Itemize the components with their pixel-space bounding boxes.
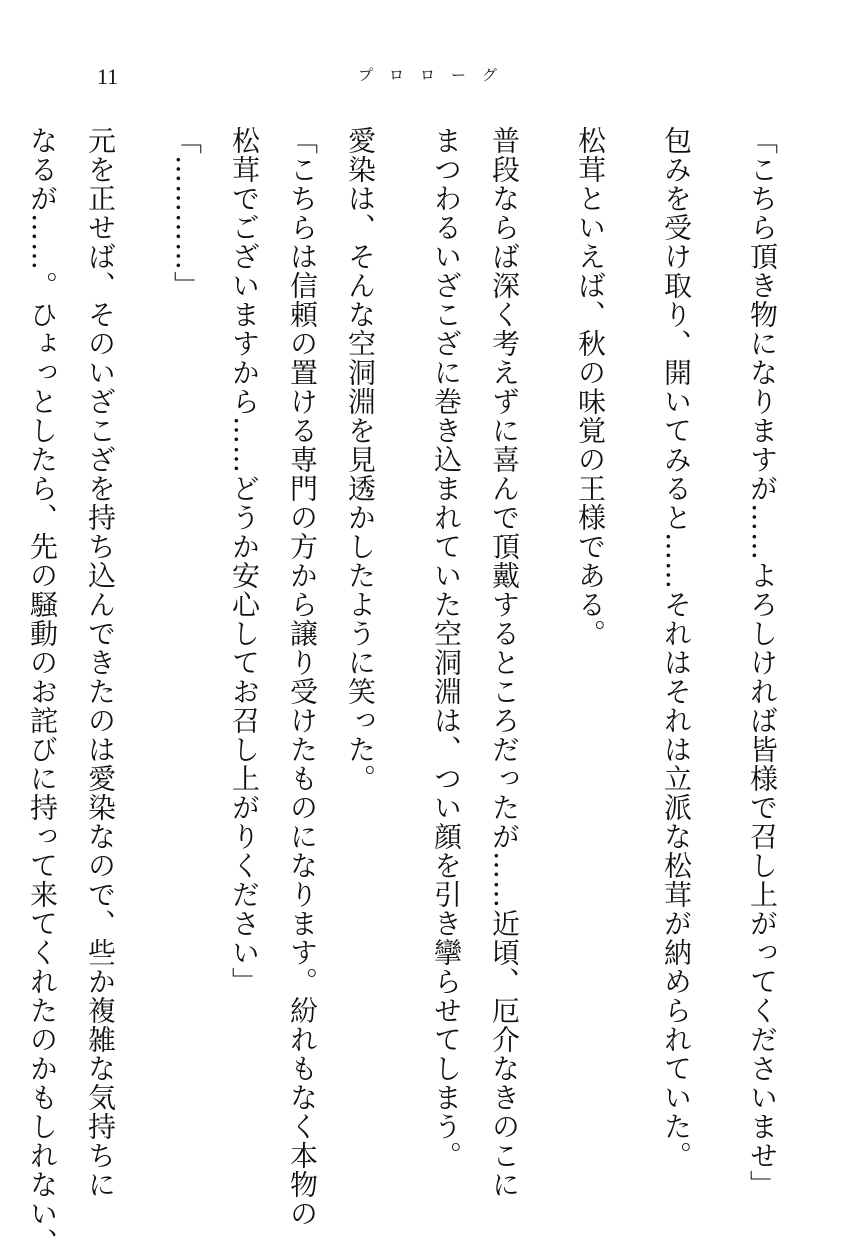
text-line: なるが……。ひょっとしたら、先の騒動のお詫びに持って来てくれたのかもしれない、 (26, 126, 59, 1257)
page-number: 11 (97, 64, 119, 89)
text-line: 普段ならば深く考えずに喜んで頂戴するところだったが……近頃、厄介なきのこに (488, 126, 521, 1199)
vertical-body-text (0, 126, 791, 1257)
text-line: 「…………」 (170, 126, 203, 300)
text-line: 「こちら頂き物になりますが……よろしければ皆様で召し上がってくださいませ」 (746, 126, 779, 1199)
text-line: 「こちらは信頼の置ける専門の方から譲り受けたものになります。紛れもなく本物の (286, 126, 319, 1228)
text-line: 松茸といえば、秋の味覚の王様である。 (574, 126, 607, 648)
text-line: 包みを受け取り、開いてみると……それはそれは立派な松茸が納められていた。 (660, 126, 693, 1170)
text-line: まつわるいざこざに巻き込まれていた空洞淵は、つい顔を引き攣らせてしまう。 (430, 126, 463, 1170)
text-line (0, 126, 13, 1126)
running-header: プロローグ (358, 66, 514, 84)
text-line: 松茸でございますから……どうか安心してお召し上がりください」 (228, 126, 261, 996)
text-line: 愛染は、そんな空洞淵を見透かしたように笑った。 (344, 126, 377, 793)
text-line: 元を正せば、そのいざこざを持ち込んできたのは愛染なので、些か複雑な気持ちに (84, 126, 117, 1199)
